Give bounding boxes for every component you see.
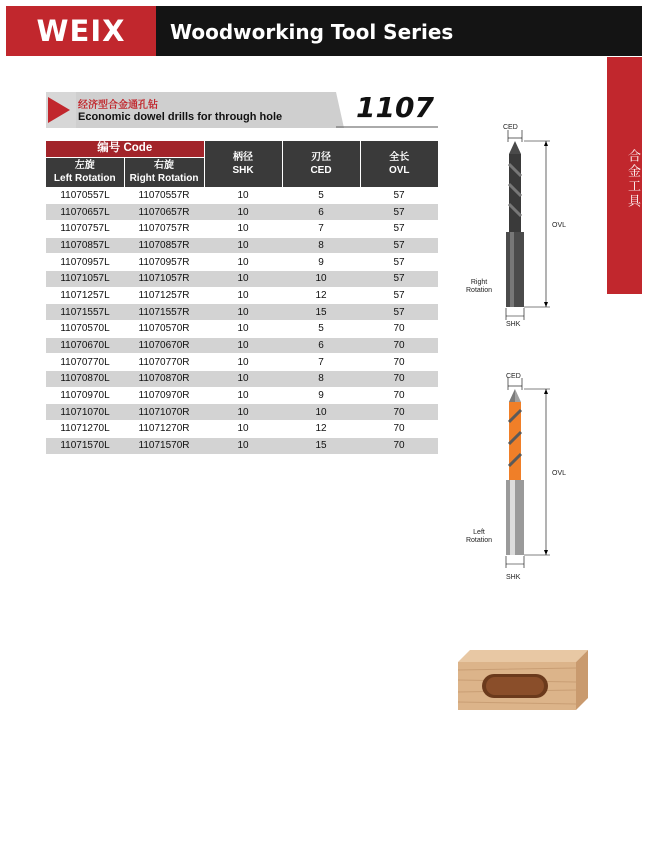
left-drill-shk-label: SHK [506, 574, 521, 581]
right-header-en: Right Rotation [129, 173, 199, 185]
cell-ovl: 57 [360, 220, 438, 237]
cell-shk: 10 [204, 437, 282, 454]
cell-right: 11071270R [124, 421, 204, 438]
cell-right: 11070570R [124, 321, 204, 338]
right-drill-shk-label: SHK [506, 321, 521, 328]
cell-shk: 10 [204, 187, 282, 204]
table-row [46, 287, 438, 304]
cell-ced: 10 [282, 404, 360, 421]
code-header: 编号 Code [46, 141, 204, 157]
cell-shk: 10 [204, 337, 282, 354]
shk-header-cn: 柄径 [233, 152, 253, 163]
left-drill-rotation-line1: Left [473, 529, 485, 536]
product-name-cn: 经济型合金通孔钻 [78, 100, 158, 111]
cell-ovl: 70 [360, 421, 438, 438]
ovl-header-en: OVL [388, 165, 410, 176]
ovl-header [360, 141, 438, 187]
spec-table [46, 141, 438, 455]
left-drill-ovl-label: OVL [552, 470, 567, 477]
table-row [46, 304, 438, 321]
ced-header-cn: 刃径 [311, 152, 331, 163]
ced-header-en: CED [310, 165, 332, 176]
table-row [46, 421, 438, 438]
ced-header [282, 141, 360, 187]
cell-shk: 10 [204, 270, 282, 287]
cell-ced: 9 [282, 387, 360, 404]
brand-logo-box [6, 6, 156, 56]
cell-shk: 10 [204, 371, 282, 388]
cell-ovl: 57 [360, 304, 438, 321]
right-drill-ced-label: CED [503, 124, 518, 131]
table-row [46, 371, 438, 388]
cell-ced: 15 [282, 304, 360, 321]
table-row [46, 387, 438, 404]
cell-right: 11071570R [124, 437, 204, 454]
left-header-cn: 左旋 [74, 160, 95, 172]
cell-ovl: 70 [360, 437, 438, 454]
cell-ced: 5 [282, 321, 360, 338]
spec-table-body [46, 187, 438, 454]
cell-left: 11070770L [46, 354, 124, 371]
cell-shk: 10 [204, 321, 282, 338]
cell-ovl: 70 [360, 337, 438, 354]
cell-ced: 15 [282, 437, 360, 454]
cell-right: 11071557R [124, 304, 204, 321]
cell-right: 11070957R [124, 254, 204, 271]
cell-right: 11070557R [124, 187, 204, 204]
cell-ced: 9 [282, 254, 360, 271]
cell-left: 11070870L [46, 371, 124, 388]
cell-ovl: 57 [360, 187, 438, 204]
cell-shk: 10 [204, 204, 282, 221]
cell-shk: 10 [204, 220, 282, 237]
shk-header-en: SHK [232, 165, 254, 176]
category-side-tab [607, 57, 642, 294]
cell-left: 11070657L [46, 204, 124, 221]
table-row [46, 220, 438, 237]
right-drill-rotation-line2: Rotation [466, 287, 493, 294]
wood-block-illustration [456, 648, 592, 712]
cell-shk: 10 [204, 304, 282, 321]
left-drill-ced-label: CED [506, 373, 521, 380]
cell-left: 11071057L [46, 270, 124, 287]
cell-ced: 12 [282, 287, 360, 304]
series-title: Woodworking Tool Series [170, 20, 454, 44]
model-number: 1107 [356, 91, 434, 124]
left-rotation-header [46, 157, 124, 187]
cell-left: 11070970L [46, 387, 124, 404]
ovl-header-cn: 全长 [389, 152, 410, 163]
cell-left: 11071570L [46, 437, 124, 454]
cell-ovl: 57 [360, 237, 438, 254]
cell-ovl: 57 [360, 287, 438, 304]
cell-right: 11071057R [124, 270, 204, 287]
left-drill-rotation-label [464, 529, 494, 545]
cell-shk: 10 [204, 354, 282, 371]
page-header [6, 6, 642, 56]
left-drill-rotation-line2: Rotation [465, 537, 493, 544]
cell-shk: 10 [204, 421, 282, 438]
brand-logo: WEIX [36, 14, 126, 48]
cell-ced: 12 [282, 421, 360, 438]
cell-left: 11070757L [46, 220, 124, 237]
cell-ced: 6 [282, 204, 360, 221]
table-row [46, 204, 438, 221]
cell-right: 11070757R [124, 220, 204, 237]
cell-right: 11071070R [124, 404, 204, 421]
cell-left: 11070670L [46, 337, 124, 354]
cell-shk: 10 [204, 254, 282, 271]
cell-ovl: 57 [360, 254, 438, 271]
table-row [46, 437, 438, 454]
category-label: 合金工具 [625, 149, 640, 209]
right-header-cn: 右旋 [154, 160, 174, 172]
cell-left: 11070570L [46, 321, 124, 338]
cell-right: 11070657R [124, 204, 204, 221]
cell-ovl: 70 [360, 387, 438, 404]
cell-ovl: 57 [360, 204, 438, 221]
table-row [46, 404, 438, 421]
right-drill-rotation-line1: Right [470, 279, 488, 286]
cell-ced: 7 [282, 220, 360, 237]
cell-ced: 8 [282, 371, 360, 388]
cell-ced: 10 [282, 270, 360, 287]
cell-shk: 10 [204, 287, 282, 304]
table-row [46, 270, 438, 287]
cell-right: 11070770R [124, 354, 204, 371]
cell-shk: 10 [204, 387, 282, 404]
cell-left: 11070557L [46, 187, 124, 204]
cell-left: 11070957L [46, 254, 124, 271]
table-row [46, 337, 438, 354]
cell-right: 11071257R [124, 287, 204, 304]
cell-ovl: 70 [360, 371, 438, 388]
table-row [46, 354, 438, 371]
product-name-en: Economic dowel drills for through hole [78, 111, 283, 123]
right-drill-ovl-label: OVL [552, 222, 567, 229]
cell-ovl: 70 [360, 354, 438, 371]
cell-left: 11071557L [46, 304, 124, 321]
cell-ced: 6 [282, 337, 360, 354]
cell-ced: 7 [282, 354, 360, 371]
cell-right: 11070857R [124, 237, 204, 254]
cell-left: 11071070L [46, 404, 124, 421]
cell-left: 11071270L [46, 421, 124, 438]
table-row [46, 254, 438, 271]
cell-right: 11070970R [124, 387, 204, 404]
cell-ced: 5 [282, 187, 360, 204]
cell-shk: 10 [204, 237, 282, 254]
table-row [46, 187, 438, 204]
cell-ced: 8 [282, 237, 360, 254]
right-rotation-header [124, 157, 204, 187]
cell-left: 11071257L [46, 287, 124, 304]
left-header-en: Left Rotation [53, 173, 116, 185]
table-row [46, 321, 438, 338]
cell-right: 11070870R [124, 371, 204, 388]
cell-left: 11070857L [46, 237, 124, 254]
cell-right: 11070670R [124, 337, 204, 354]
cell-ovl: 70 [360, 404, 438, 421]
cell-ovl: 70 [360, 321, 438, 338]
table-row [46, 237, 438, 254]
cell-shk: 10 [204, 404, 282, 421]
shk-header [204, 141, 282, 187]
right-drill-rotation-label [466, 279, 492, 295]
cell-ovl: 57 [360, 270, 438, 287]
